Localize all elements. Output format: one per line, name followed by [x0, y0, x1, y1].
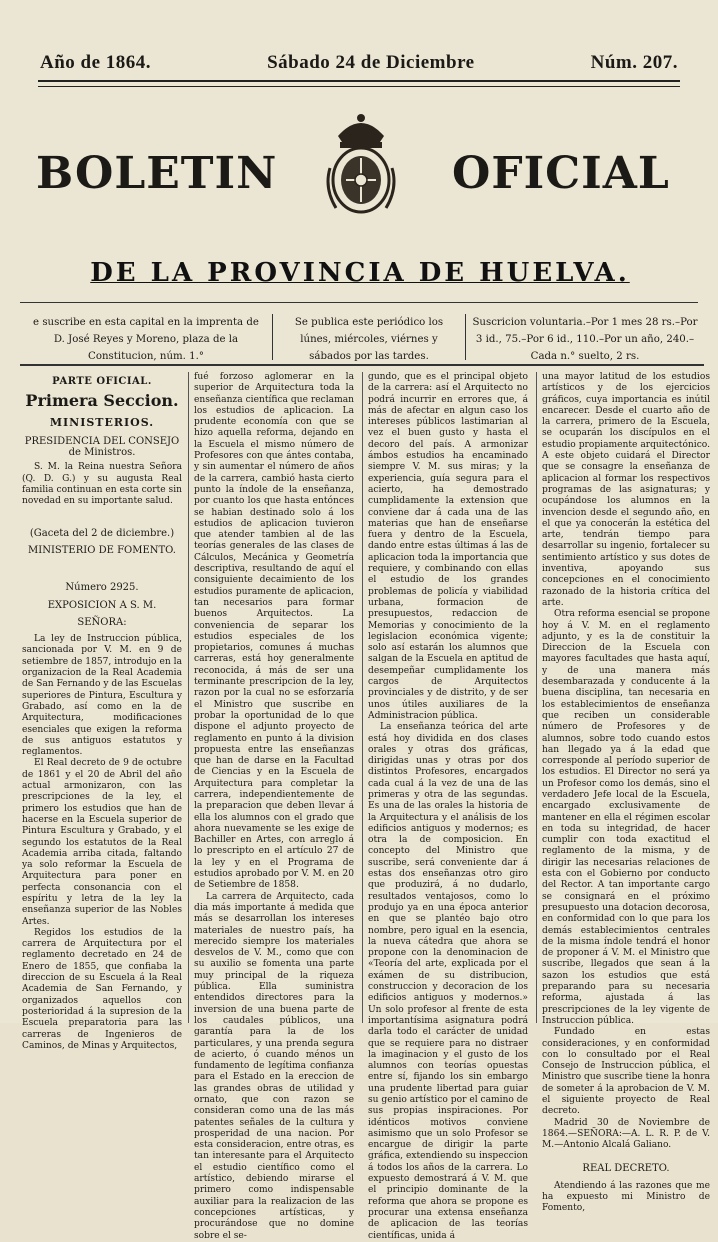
paragraph: Atendiendo á las razones que me ha expuesto mi Ministro de Fomento,: [542, 1180, 710, 1214]
paragraph: La enseñanza teórica del arte está hoy dividida en dos clases orales y otras dos gráficas, dirigidas unas y otras por dos distintos Profesores, encargados cada cual á la vez de una de las primeras y otra de las segundas. Es una de las orales la historia de la Arquitectura y el análisis de los edificios antiguos y modernos; es otra la de composicion. En concepto del Ministro que suscribe, será conveniente dar á estas dos enseñanzas otro giro que produzirá, á no dudarlo, resultados ventajosos, como lo produjo ya en una época anterior en que se plantéo bajo otro nombre, pero igual en la esencia, la nueva cátedra que ahora se propone con la denominacion de «Teoría del arte, explicada por el exámen de su distribucion, construccion y decoracion de los edificios antiguos y modernos.» Un solo profesor al frente de esta importantísima asignatura podrá darla todo el carácter de unidad que se requiere para no distraer la imaginacion y el gusto de los alumnos con teorías opuestas entre sí, fijando los sin embargo una prudente libertad para guiar su genio artístico por el camino de sus propias inspiraciones. Por idénticos motivos conviene asimismo que un solo Profesor se encargue de dirigir la parte gráfica, extendiendo su inspeccion á todos los años de la carrera. Lo expuesto demostrará á V. M. que el principio dominante de la reforma que ahora se propone es procurar una extensa enseñanza de aplicacion de las teorías científicas, unida á: [368, 722, 528, 1241]
numero-label: Número 2925.: [65, 582, 139, 594]
info-prices: Suscricion voluntaria.–Por 1 mes 28 rs.–Por 3 id., 75.–Por 6 id., 110.–Por un año, 240.–Cada n.° suelto, 2 rs.: [472, 317, 698, 362]
info-rule: [20, 364, 704, 366]
column-divider: [536, 372, 537, 1023]
text-columns: [22, 372, 712, 1241]
subtitle-rule: [20, 302, 698, 303]
signature: Madrid 30 de Noviembre de 1864.—SEÑORA:—A. L. R. P. de V. M.—Antonio Alcalá Galiano.: [542, 1117, 710, 1151]
paragraph: fué forzoso aglomerar en la superior de Arquitectura toda la enseñanza científica que reclaman los estudios de aplicacion. La prudente economía con que se hizo aquella reforma, dejando en la Escuela el mismo número de Profesores con que ántes contaba, y sin aumentar el número de años de la carrera, cambió hasta cierto punto la índole de la enseñanza, por cuanto los que hasta entónces se habian destinado solo á los estudios de aplicacion tuvieron que atender tambien al de las teorías generales de las clases de Cálculos, Mecánica y Geometría descriptiva, resultando de aquí el consiguiente decaimiento de los estudios puramente de aplicacion, tan necesarios para formar buenos Arquitectos. La conveniencia de separar los estudios especiales de los propietarios, comunes á muchas carreras, está hoy generalmente reconocida, á más de ser una terminante prescripcion de la ley, razon por la cual no se esforzaría el Ministro que suscribe en probar la oportunidad de lo que dispone el adjunto proyecto de reglamento en punto á la division propuesta entre las enseñanzas que han de darse en la Facultad de Ciencias y en la Escuela de Arquitectura para completar la carrera, independientemente de la preparacion que deben llevar á ella los alumnos con el grado que ahora nuevamente se les exige de Bachiller en Artes, con arreglo á lo prescripto en el artículo 27 de la ley y en el Programa de estudios aprobado por V. M. en 20 de Setiembre de 1858.: [194, 372, 354, 891]
issue-date: Sábado 24 de Diciembre: [267, 52, 475, 73]
real-decreto-heading: REAL DECRETO.: [582, 1163, 670, 1175]
section-title: Primera Seccion.: [25, 391, 179, 411]
paragraph: S. M. la Reina nuestra Señora (Q. D. G.) y su augusta Real familia continuan en esta corte sin novedad en su importante salud.: [22, 462, 182, 507]
issue-year: Año de 1864.: [40, 52, 152, 73]
gaceta-note: (Gaceta del 2 de diciembre.): [29, 527, 175, 539]
fomento-heading: MINISTERIO DE FOMENTO.: [28, 544, 176, 556]
info-print: e suscribe en esta capital en la imprenta de D. José Reyes y Moreno, plaza de la Constitucion, núm. 1.°: [20, 314, 273, 360]
column-2: [194, 372, 354, 1241]
paragraph: La carrera de Arquitecto, cada dia más importante á medida que más se desarrollan los intereses materiales de nuestro país, ha merecido siempre los materiales desvelos de V. M., como que con su auxilio se fomenta una parte muy principal de la riqueza pública. Ella suministra entendidos directores para la inversion de una buena parte de los caudales públicos, una garantía para la de los particulares, y una prenda segura de acierto, ó cuando ménos un fundamento de legítima confianza para el Estado en la ereccion de las grandes obras de utilidad y ornato, que con razon se consideran como una de las más patentes señales de la cultura y prosperidad de una nacion. Por esta consideracion, entre otras, es tan interesante para el Arquitecto el estudio científico como el artístico, debiendo mirarse el primero como indispensable auxiliar para la realizacion de las concepciones artísticas, y procurándose que no domine sobre el se-: [194, 891, 354, 1241]
paragraph: una mayor latitud de los estudios artísticos y de los ejercicios gráficos, cuya importancia es inútil encarecer. Desde el cuarto año de la carrera, primero de la Escuela, se ocuparán los discípulos en el estudio propiamente arquitectónico. A este objeto cuidará el Director que se consagre la enseñanza de aplicacion al formar los respectivos programas de las asignaturas; y ocupándose los alumnos en la invencion desde el segundo año, en el que ya conocerán la estética del arte, tendrán tiempo para desarrollar su ingenio, fortalecer su sentimiento artístico y sus dotes de inventiva, apoyando sus concepciones en el conocimiento razonado de la historia crítica del arte.: [542, 372, 710, 608]
column-1: [22, 372, 182, 1051]
paragraph: La ley de Instruccion pública, sancionada por V. M. en 9 de setiembre de 1857, introdujo en la organizacion de la Real Academia de San Fernando y de las Escuelas superiores de Pintura, Escultura y Grabado, así como en la de Arquitectura, modificaciones esenciales que exigen la reforma de sus antiguos estatutos y reglamentos.: [22, 634, 182, 758]
paragraph: El Real decreto de 9 de octubre de 1861 y el 20 de Abril del año actual armonizaron, con las prescripciones de la ley, el primero los estudios que han de hacerse en la Escuela superior de Pintura Escultura y Grabado, y el segundo los estatutos de la Real Academia arriba citada, faltando ya solo reformar la Escuela de Arquitectura para poner en perfecta consonancia con el espíritu y letra de la ley la enseñanza superior de las Nobles Artes.: [22, 758, 182, 927]
title-right: OFICIAL: [452, 148, 670, 199]
title-left: BOLETIN: [36, 148, 278, 199]
salutation: SEÑORA:: [77, 616, 127, 628]
column-3: [368, 372, 528, 1241]
ministerios-heading: MINISTERIOS.: [49, 415, 155, 429]
paragraph: Otra reforma esencial se propone hoy á V. M. en el reglamento adjunto, y es la de constituir la Direccion de la Escuela con mayores facultades que hasta aquí, y de una manera más desembarazada y conducente á la buena disciplina, tan necesaria en los establecimientos de enseñanza que reciben un considerable número de Profesores y de alumnos, sobre todo cuando estos han llegado ya á la edad que corresponde al período superior de los estudios. El Director no será ya un Profesor como los demás, sino el verdadero Jefe local de la Escuela, encargado exclusivamente de mantener en ella el régimen escolar en toda su integridad, de hacer cumplir con toda exactitud el reglamento de la misma, y de dirigir las necesarias relaciones de esta con el Gobierno por conducto del Rector. A tan importante cargo se consignará en el próximo presupuesto una dotacion decorosa, en conformidad con lo que para los demás establecimientos centrales de la misma índole tendrá el honor de proponer á V. M. el Ministro que suscribe, llegados que sean á la sazon los estudios que está preparando para su necesaria reforma, ajustada á las prescripciones de la ley vigente de Instruccion pública.: [542, 609, 710, 1026]
coat-of-arms-icon: [320, 108, 402, 220]
info-schedule: Se publica este periódico los lúnes, miércoles, viérnes y sábados por las tardes.: [273, 314, 466, 360]
masthead-rule: [38, 80, 680, 87]
column-4: [542, 372, 710, 1214]
paragraph: Fundado en estas consideraciones, y en conformidad con lo consultado por el Real Consejo de Instruccion pública, el Ministro que suscribe tiene la honra de someter á la aprobacion de V. M. el siguiente proyecto de Real decreto.: [542, 1027, 710, 1117]
presidencia-heading: PRESIDENCIA DEL CONSEJO de Ministros.: [24, 435, 180, 459]
subtitle: DE LA PROVINCIA DE HUELVA.: [90, 258, 630, 288]
subscription-info: [20, 314, 704, 360]
masthead-topline: [40, 52, 678, 74]
paragraph: Regidos los estudios de la carrera de Arquitectura por el reglamento decretado en 24 de Enero de 1855, que confiaba la direccion de su Escuela á la Real Academia de San Fernando, y organizados aquellos con posterioridad á la supresion de la Escuela preparatoria para las carreras de Ingenieros de Caminos, de Minas y Arquitectos,: [22, 927, 182, 1051]
section-heading: PARTE OFICIAL.: [52, 376, 152, 387]
column-divider: [188, 372, 189, 1023]
column-divider: [362, 372, 363, 1023]
paragraph: gundo, que es el principal objeto de la carrera: así el Arquitecto no podrá incurrir en errores que, á más de afectar en algun caso los intereses públicos lastimarian al vez el buen gusto y hasta el decoro del país. A armonizar ámbos estudios ha encaminado siempre V. M. sus miras; y la experiencia, guía segura para el acierto, ha demostrado cumplidamente la extension que conviene dar á cada una de las materias que han de enseñarse fuera y dentro de la Escuela, dando entre estas últimas á las de aplicacion toda la importancia que requiere, y combinando con ellas el estudio de los grandes problemas de policía y viabilidad urbana, formacion de presupuestos, redaccion de Memorias y conocimiento de la legislacion económica vigente; solo así estarán los alumnos que salgan de la Escuela en aptitud de desempeñar cumplidamente los cargos de Arquitectos provinciales y de distrito, y de ser unos útiles auxiliares de la Administracion pública.: [368, 372, 528, 721]
issue-number: Núm. 207.: [590, 52, 678, 73]
exposicion-heading: EXPOSICION A S. M.: [47, 599, 157, 611]
